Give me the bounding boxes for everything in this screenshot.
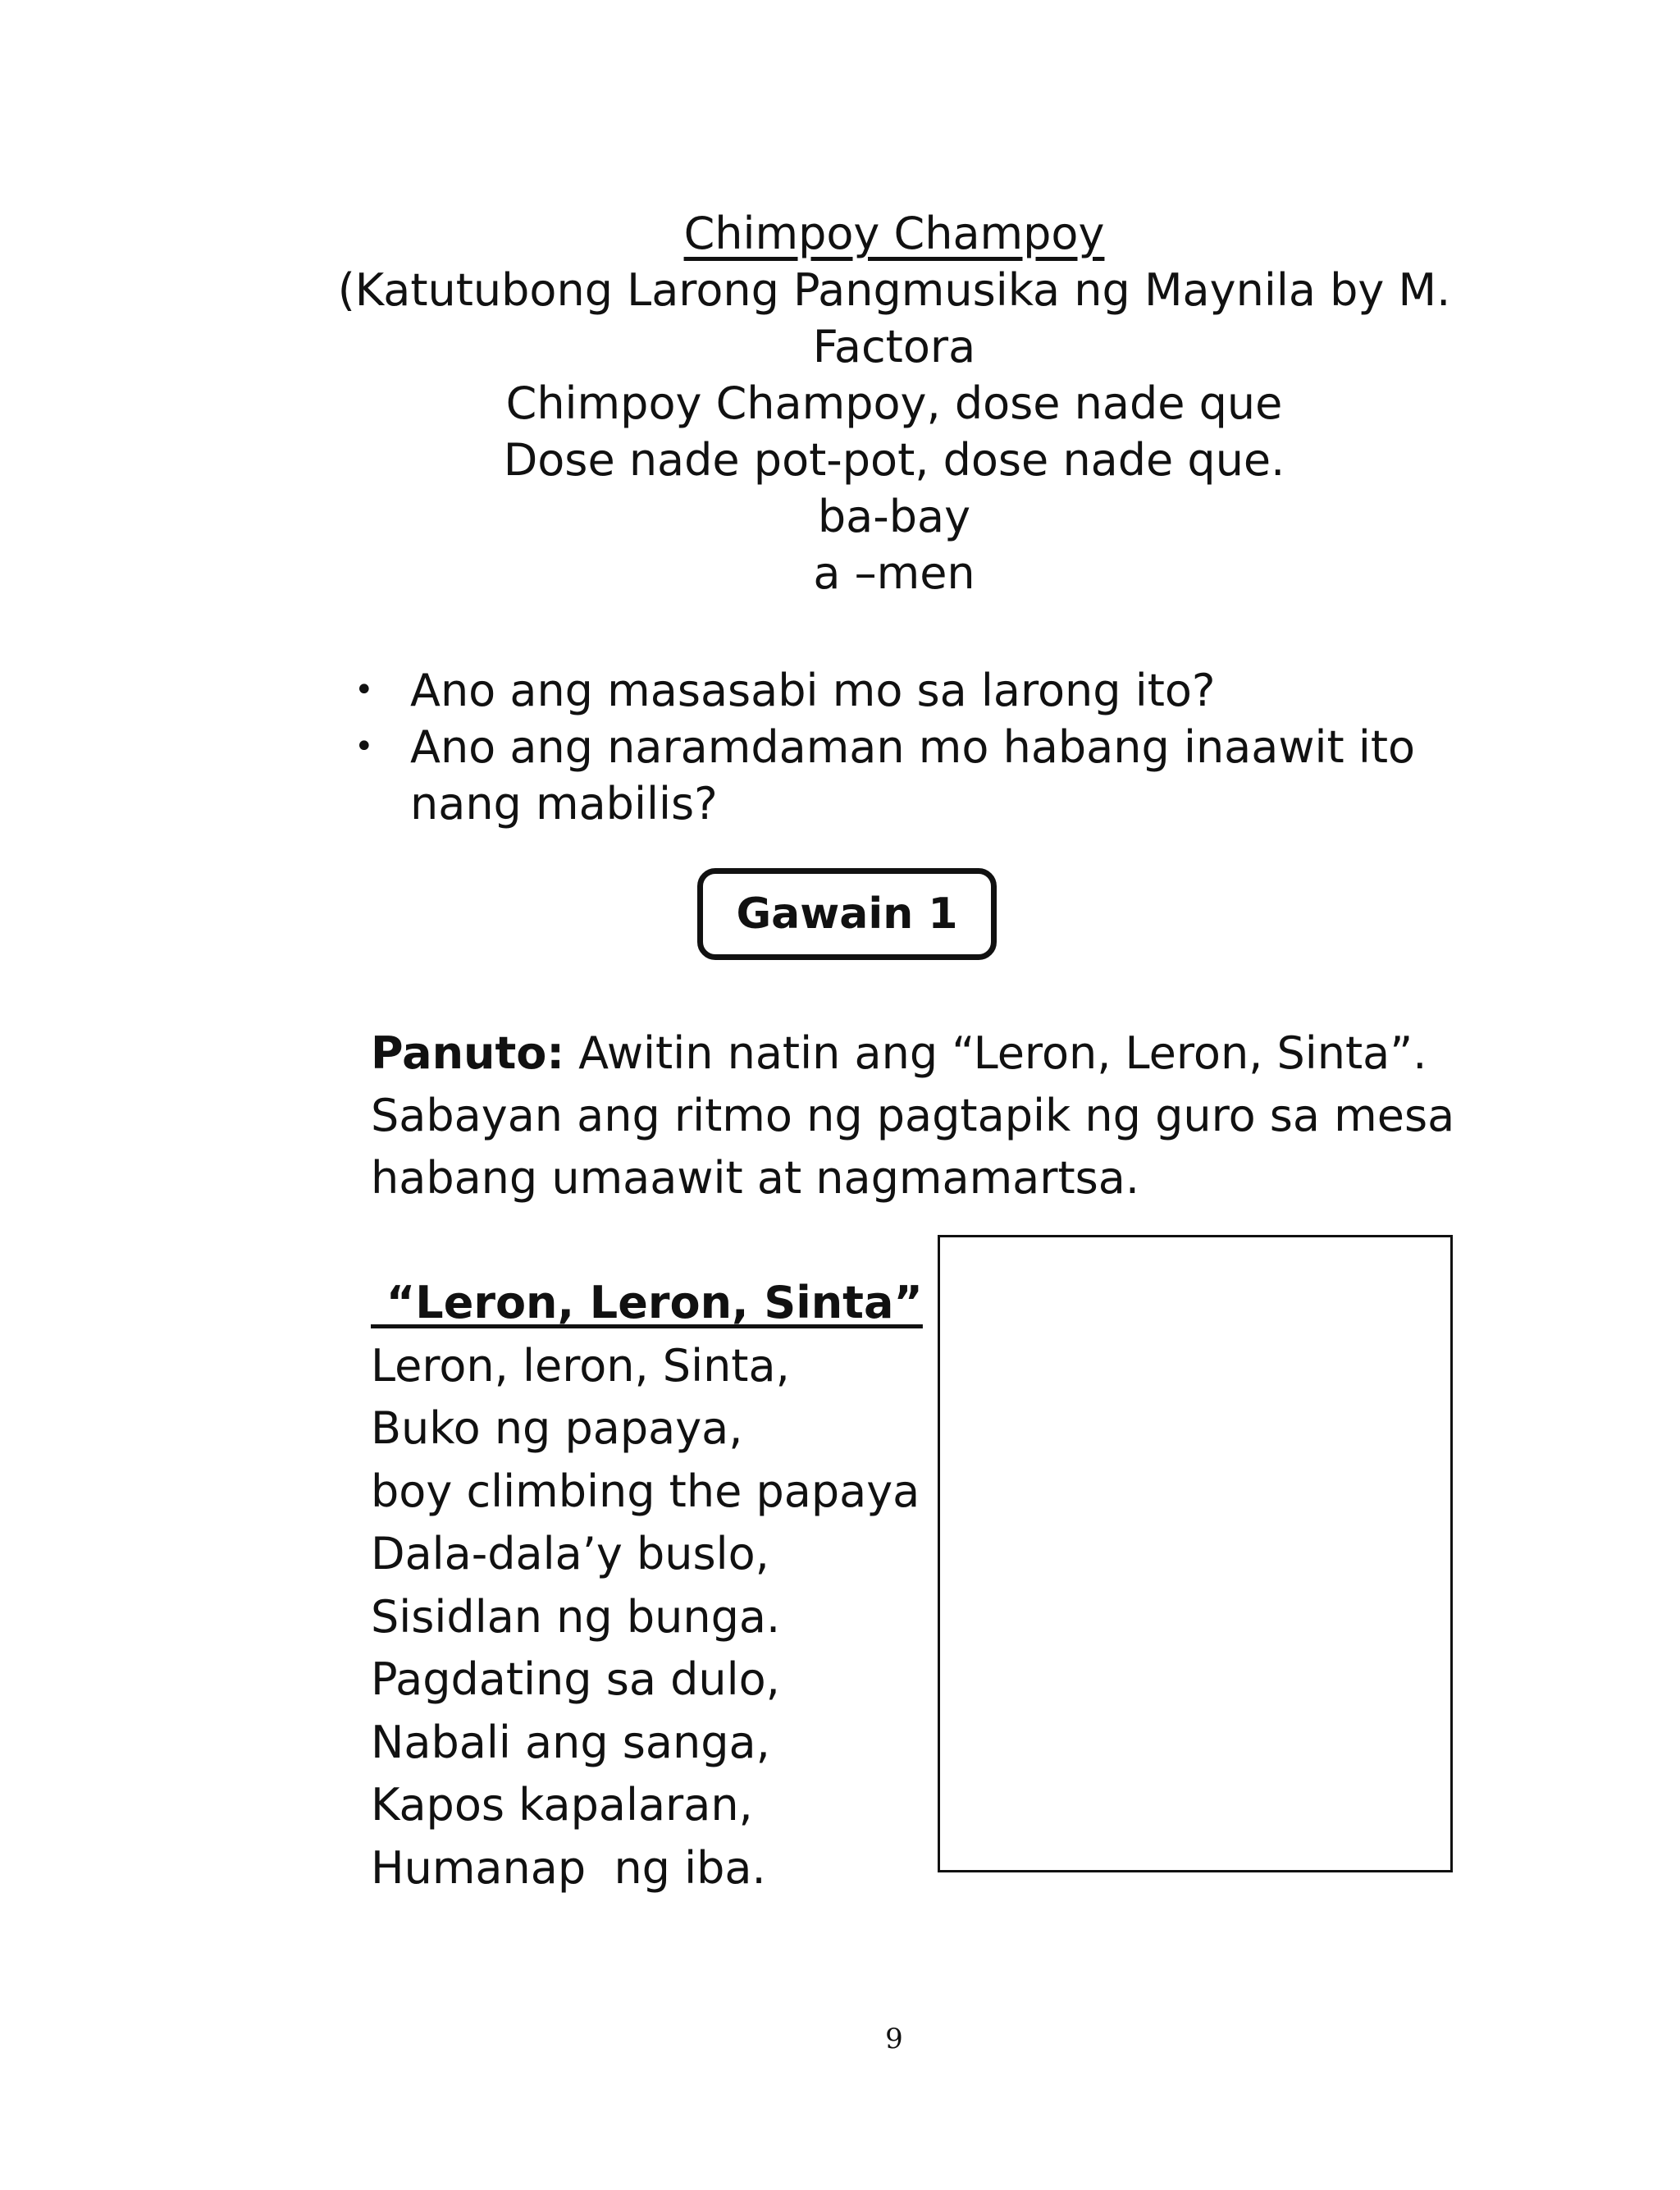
question-item [353, 719, 1518, 832]
instructions-paragraph [371, 1022, 1536, 1209]
question-list [353, 662, 1518, 832]
lyric-line: Sisidlan ng bunga. [371, 1590, 781, 1643]
question-text: Ano ang naramdaman mo habang inaawit ito nang mabilis? [410, 721, 1416, 830]
leron-sinta-lyrics [371, 1272, 945, 1900]
lyric-line: Buko ng papaya, [371, 1402, 743, 1454]
song-subtitle-line-1: (Katutubong Larong Pangmusika ng Maynila by M. [337, 264, 1451, 316]
song-subtitle-line-2: Factora [812, 321, 976, 373]
lyrics-title: “Leron, Leron, Sinta” [371, 1277, 923, 1328]
song-lyric-line-4: a –men [813, 547, 975, 599]
song-lyric-line-1: Chimpoy Champoy, dose nade que [505, 377, 1283, 429]
bullet-icon: • [354, 728, 374, 766]
song-lyric-line-2: Dose nade pot-pot, dose nade que. [503, 434, 1285, 486]
lyric-line: Pagdating sa dulo, [371, 1653, 780, 1705]
gawain-label: Gawain 1 [736, 889, 958, 939]
song-lyric-line-3: ba-bay [817, 491, 971, 542]
lyric-line: Dala-dala’y buslo, [371, 1528, 769, 1580]
lyric-line: Nabali ang sanga, [371, 1716, 770, 1768]
lyric-line: Humanap ng iba. [371, 1841, 766, 1894]
page-number: 9 [885, 2023, 903, 2055]
question-text: Ano ang masasabi mo sa larong ito? [410, 665, 1216, 716]
chimpoy-champoy-song [295, 205, 1493, 601]
song-title: Chimpoy Champoy [683, 208, 1105, 259]
question-item [353, 662, 1518, 719]
image-placeholder-box [938, 1235, 1453, 1872]
lyric-line: boy climbing the papaya [371, 1465, 920, 1517]
instructions-label: Panuto: [371, 1027, 564, 1079]
lyric-line: Leron, leron, Sinta, [371, 1339, 790, 1392]
instructions-text: Awitin natin ang “Leron, Leron, Sinta”. Sabayan ang ritmo ng pagtapik ng guro sa mesa habang umaawit at nagmamartsa. [371, 1027, 1455, 1204]
gawain-heading-box [697, 868, 997, 960]
lyric-line: Kapos kapalaran, [371, 1779, 753, 1831]
bullet-icon: • [354, 671, 374, 709]
